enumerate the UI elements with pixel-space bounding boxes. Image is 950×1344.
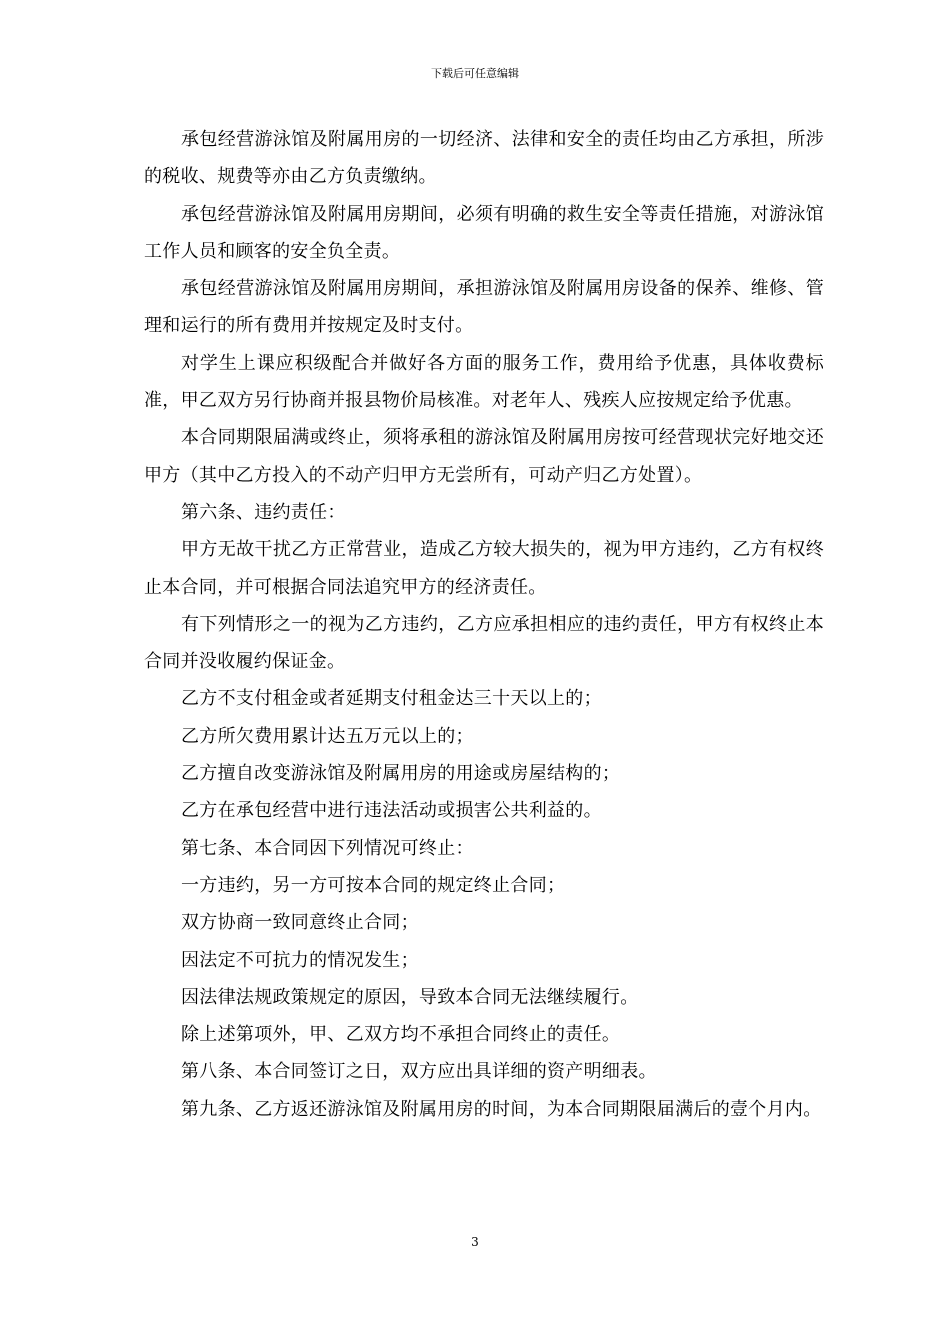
- section-heading: 第六条、违约责任：: [181, 501, 346, 523]
- paragraph: 本合同期限届满或终止，须将承租的游泳馆及附属用房按可经营现状完好地交还甲方（其中乙方投入的不动产归甲方无尝所有，可动产归乙方处置）。: [144, 427, 824, 486]
- document-body: [144, 121, 824, 1128]
- list-item: 乙方不支付租金或者延期支付租金达三十天以上的；: [181, 688, 602, 710]
- section-heading: 第九条、乙方返还游泳馆及附属用房的时间，为本合同期限届满后的壹个月内。: [181, 1098, 822, 1120]
- section-heading: 第七条、本合同因下列情况可终止：: [181, 837, 474, 859]
- paragraph: 有下列情形之一的视为乙方违约，乙方应承担相应的违约责任，甲方有权终止本合同并没收履约保证金。: [144, 613, 824, 673]
- paragraph: 甲方无故干扰乙方正常营业，造成乙方较大损失的，视为甲方违约，乙方有权终止本合同，并可根据合同法追究甲方的经济责任。: [144, 539, 824, 598]
- paragraph: 承包经营游泳馆及附属用房的一切经济、法律和安全的责任均由乙方承担，所涉的税收、规费等亦由乙方负责缴纳。: [144, 129, 824, 188]
- page-number: 3: [471, 1235, 479, 1249]
- list-item: 乙方所欠费用累计达五万元以上的；: [181, 725, 474, 747]
- section-heading: 第八条、本合同签订之日，双方应出具详细的资产明细表。: [181, 1061, 657, 1083]
- paragraph: 对学生上课应积级配合并做好各方面的服务工作，费用给予优惠，具体收费标准，甲乙双方另行协商并报县物价局核准。对老年人、残疾人应按规定给予优惠。: [144, 352, 824, 412]
- paragraph: 承包经营游泳馆及附属用房期间，必须有明确的救生安全等责任措施，对游泳馆工作人员和顾客的安全负全责。: [144, 203, 824, 262]
- paragraph: 除上述第项外，甲、乙双方均不承担合同终止的责任。: [181, 1024, 621, 1046]
- list-item: 乙方在承包经营中进行违法活动或损害公共利益的。: [181, 800, 602, 822]
- list-item: 双方协商一致同意终止合同；: [181, 912, 419, 934]
- paragraph: 承包经营游泳馆及附属用房期间，承担游泳馆及附属用房设备的保养、维修、管理和运行的所有费用并按规定及时支付。: [144, 278, 824, 337]
- page-header: 下载后可任意编辑: [431, 67, 519, 80]
- list-item: 因法定不可抗力的情况发生；: [181, 949, 419, 971]
- list-item: 因法律法规政策规定的原因，导致本合同无法继续履行。: [181, 986, 639, 1008]
- list-item: 一方违约，另一方可按本合同的规定终止合同；: [181, 874, 566, 896]
- list-item: 乙方擅自改变游泳馆及附属用房的用途或房屋结构的；: [181, 763, 621, 785]
